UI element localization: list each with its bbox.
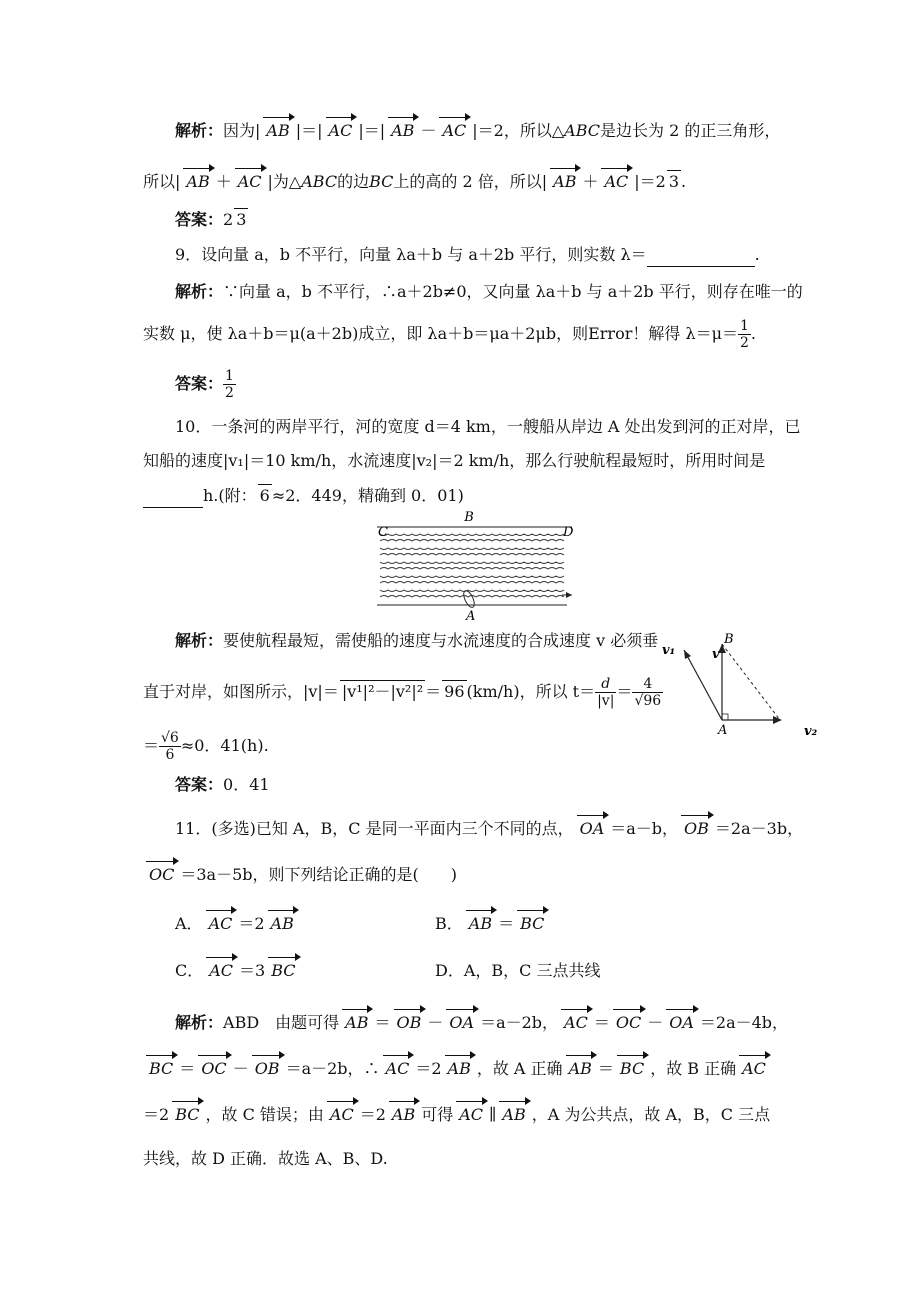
- fraction-one-half: [738, 318, 751, 351]
- answer-label: 答案：: [175, 775, 224, 794]
- vector-oc: OC: [145, 864, 178, 886]
- text: 可得: [421, 1105, 454, 1124]
- q9-analysis-line1: [175, 281, 920, 303]
- boat-icon: [462, 589, 477, 609]
- label-a: A: [718, 723, 728, 738]
- vector-ac: AC: [455, 1104, 487, 1126]
- option-b[interactable]: [435, 914, 550, 933]
- vector-ab: AB: [565, 1058, 596, 1080]
- analysis-label: 解析：: [175, 121, 224, 140]
- analysis-text: 共线，故 D 正确．故选 A、B、D.: [143, 1149, 388, 1168]
- vector-ab: AB: [182, 171, 213, 193]
- text: ，故 A 正确: [476, 1059, 563, 1078]
- answer-value: 2: [223, 210, 234, 229]
- vector-ac: AC: [600, 171, 632, 193]
- vector-ac: AC: [560, 1012, 592, 1034]
- vector-ac: AC: [438, 120, 470, 142]
- note-text: ≈2．449，精确到 0．01): [271, 486, 464, 505]
- vector-ac: AC: [325, 120, 357, 142]
- vector-oa: OA: [576, 818, 609, 840]
- vector-bc: BC: [616, 1058, 648, 1080]
- label-v1: v₁: [662, 643, 676, 658]
- q9-stem: [175, 244, 920, 267]
- wave-line: [380, 534, 564, 536]
- sqrt-3: 3: [668, 172, 680, 191]
- text: ＝a－2b，∴: [285, 1059, 380, 1078]
- answer-value: 0．41: [223, 775, 270, 794]
- vector-ab: AB: [267, 913, 298, 935]
- vector-bc: BC: [516, 913, 548, 935]
- river-figure: [372, 510, 582, 625]
- text: －: [420, 121, 437, 140]
- text: |＝2: [634, 172, 666, 191]
- vector-ab: AB: [387, 120, 418, 142]
- vector-ob: OB: [393, 1012, 426, 1034]
- denominator: |v|: [597, 693, 615, 709]
- q8-answer: [175, 208, 920, 231]
- label-a: A: [466, 609, 476, 624]
- q11-analysis-line4: [143, 1148, 920, 1170]
- wave-line: [380, 568, 564, 570]
- wave-line: [380, 540, 564, 542]
- q9-answer: [175, 368, 920, 401]
- q10-stem-line2: [143, 450, 920, 472]
- analysis-label: 解析：: [175, 631, 224, 650]
- analysis-text: 直于对岸，如图所示，|v|＝: [143, 682, 339, 701]
- vector-oa: OA: [665, 1012, 698, 1034]
- vector-ab: AB: [262, 120, 293, 142]
- analysis-text: ABD 由题可得: [223, 1013, 340, 1032]
- numerator: 4: [632, 676, 663, 693]
- numerator: √6: [161, 730, 179, 746]
- side-bc: BC: [369, 172, 394, 191]
- text: ＋: [215, 172, 232, 191]
- question-text: ＝3a－5b，则下列结论正确的是( ): [180, 865, 457, 884]
- q11-stem-line1: [175, 818, 920, 840]
- v1-arrow-head: [684, 650, 691, 659]
- text: ＝: [425, 682, 442, 701]
- q11-analysis-line2: [143, 1058, 920, 1080]
- vector-ob: OB: [680, 818, 713, 840]
- label-b: B: [724, 632, 734, 647]
- text: .: [681, 172, 687, 191]
- text: ＋: [582, 172, 599, 191]
- vector-ac: AC: [205, 913, 237, 935]
- text: ＝2: [143, 1105, 170, 1124]
- text: ，故 C 错误；由: [205, 1105, 324, 1124]
- text: ＝: [498, 914, 515, 933]
- text: ＝: [179, 1059, 196, 1078]
- fraction-4-over-sqrt96: [632, 676, 663, 709]
- wave-line: [380, 562, 564, 564]
- text: ≈0．41(h).: [180, 736, 269, 755]
- dashed-side: [722, 644, 780, 720]
- question-text: 10．一条河的两岸平行，河的宽度 d＝4 km，一艘船从岸边 A 处出发到河的正对岸，已: [175, 417, 801, 436]
- vector-ab: AB: [549, 171, 580, 193]
- option-d[interactable]: D．A，B，C 三点共线: [435, 961, 601, 980]
- text: .: [750, 324, 757, 343]
- q11-options-row2: [175, 960, 920, 982]
- option-label: A．: [175, 914, 203, 933]
- label-c: C: [378, 525, 388, 540]
- velocity-diagram: [662, 632, 832, 742]
- triangle-abc: ABC: [301, 172, 338, 191]
- q10-answer: [175, 774, 920, 796]
- q9-analysis-line2: [143, 318, 920, 351]
- q8-analysis-line2: [143, 170, 920, 193]
- analysis-label: 解析：: [175, 1013, 224, 1032]
- text: ，A 为公共点，故 A，B，C 三点: [531, 1105, 771, 1124]
- text: 上的高的 2 倍，所以|: [393, 172, 548, 191]
- wave-line: [380, 548, 564, 550]
- vector-bc: BC: [171, 1104, 203, 1126]
- fraction-one-half: [223, 368, 236, 401]
- vector-ac: AC: [234, 171, 266, 193]
- unit: h.: [203, 486, 219, 505]
- vector-bc: BC: [267, 960, 299, 982]
- vector-ac: AC: [382, 1058, 414, 1080]
- text: ＝: [374, 1013, 391, 1032]
- q11-analysis-line3: [143, 1104, 920, 1126]
- vector-oa: OA: [445, 1012, 478, 1034]
- option-a[interactable]: [175, 913, 435, 935]
- option-label: B．: [435, 914, 463, 933]
- text: .: [754, 245, 760, 264]
- current-arrow-head: [566, 592, 572, 598]
- text: ＝2: [415, 1059, 442, 1078]
- answer-blank: [647, 244, 755, 267]
- text: |＝2，所以△: [472, 121, 565, 140]
- text: |＝|: [295, 121, 323, 140]
- right-angle-mark: [722, 714, 728, 720]
- answer-label: 答案：: [175, 210, 224, 229]
- text: |＝|: [358, 121, 386, 140]
- fraction-d-over-v: [595, 676, 616, 709]
- numerator: 1: [740, 318, 749, 334]
- vector-ab: AB: [388, 1104, 419, 1126]
- denominator: 2: [225, 385, 234, 401]
- text: ＝: [593, 1013, 610, 1032]
- label-b: B: [464, 510, 474, 525]
- water-waves: [380, 534, 564, 597]
- fraction-sqrt6-over-6: [159, 730, 181, 763]
- text: ＝: [597, 1059, 614, 1078]
- text: ＝2a－4b，: [699, 1013, 789, 1032]
- question-text: 11．(多选)已知 A，B，C 是同一平面内三个不同的点，: [175, 819, 574, 838]
- answer-label: 答案：: [175, 374, 224, 393]
- vector-ab: AB: [498, 1104, 529, 1126]
- vector-ab: AB: [444, 1058, 475, 1080]
- analysis-text: ∵向量 a，b 不平行，∴a＋2b≠0，又向量 λa＋b 与 a＋2b 平行，则存在唯一的: [223, 282, 803, 301]
- text: ＝2: [238, 914, 265, 933]
- vector-ab: AB: [465, 913, 496, 935]
- text: －: [427, 1013, 444, 1032]
- text: 的边: [337, 172, 370, 191]
- sqrt-expression: |v¹|²－|v²|²: [341, 682, 424, 701]
- option-c[interactable]: [175, 960, 435, 982]
- denominator: √96: [634, 693, 662, 709]
- label-v: v: [712, 647, 720, 662]
- denominator: 6: [165, 747, 175, 763]
- text: ，故 B 正确: [650, 1059, 737, 1078]
- question-text: 知船的速度|v₁|＝10 km/h，水流速度|v₂|＝2 km/h，那么行驶航程最短时，所用时间是: [143, 451, 766, 470]
- q11-analysis-line1: [175, 1012, 920, 1034]
- vector-bc: BC: [145, 1058, 177, 1080]
- sqrt-96: 96: [444, 682, 465, 701]
- label-v2: v₂: [804, 724, 818, 739]
- text: －: [647, 1013, 664, 1032]
- numerator: 1: [225, 368, 234, 384]
- analysis-text: 要使航程最短，需使船的速度与水流速度的合成速度 v 必须垂: [223, 631, 659, 650]
- sqrt-6: 6: [259, 486, 270, 505]
- text: ＝: [143, 736, 160, 755]
- label-d: D: [563, 525, 574, 540]
- text: ＝a－b，: [610, 819, 679, 838]
- text: 是边长为 2 的正三角形，: [600, 121, 781, 140]
- answer-blank: [143, 485, 203, 508]
- wave-line: [380, 554, 564, 556]
- vector-ob: OB: [251, 1058, 284, 1080]
- triangle-abc: ABC: [564, 121, 600, 140]
- vector-ac: AC: [326, 1104, 358, 1126]
- vector-ab: AB: [341, 1012, 372, 1034]
- vector-oc: OC: [197, 1058, 230, 1080]
- q10-stem-line3: [143, 484, 920, 508]
- wave-line: [380, 582, 564, 584]
- analysis-text: 实数 μ，使 λa＋b＝μ(a＋2b)成立，即 λa＋b＝μa＋2μb，则Error！解得 λ＝μ＝: [143, 324, 738, 343]
- vector-ac: AC: [738, 1058, 770, 1080]
- wave-line: [380, 590, 564, 592]
- numerator: d: [595, 676, 616, 693]
- q8-analysis-line1: [175, 120, 920, 142]
- analysis-label: 解析：: [175, 282, 224, 301]
- vector-ac: AC: [205, 960, 237, 982]
- text: ＝3: [239, 961, 266, 980]
- text: ＝2: [359, 1105, 386, 1124]
- text: ＝2a－3b，: [714, 819, 804, 838]
- question-text: 9．设向量 a，b 不平行，向量 λa＋b 与 a＋2b 平行，则实数 λ＝: [175, 245, 647, 264]
- wave-line: [380, 576, 564, 578]
- q11-options-row1: [175, 913, 920, 935]
- analysis-text: (km/h)，所以 t＝: [466, 682, 596, 701]
- text: ∥: [489, 1105, 497, 1124]
- text: 因为|: [223, 121, 261, 140]
- q11-stem-line2: [143, 864, 920, 886]
- option-label: C．: [175, 961, 204, 980]
- note-text: (附：: [218, 486, 257, 505]
- text: －: [232, 1059, 249, 1078]
- text: 所以|: [143, 172, 181, 191]
- text: ＝a－2b，: [480, 1013, 559, 1032]
- q10-stem-line1: [175, 416, 920, 438]
- text: |为△: [267, 172, 302, 191]
- sqrt-3: 3: [236, 210, 247, 229]
- denominator: 2: [740, 335, 749, 351]
- text: ＝: [616, 682, 633, 701]
- vector-oc: OC: [612, 1012, 645, 1034]
